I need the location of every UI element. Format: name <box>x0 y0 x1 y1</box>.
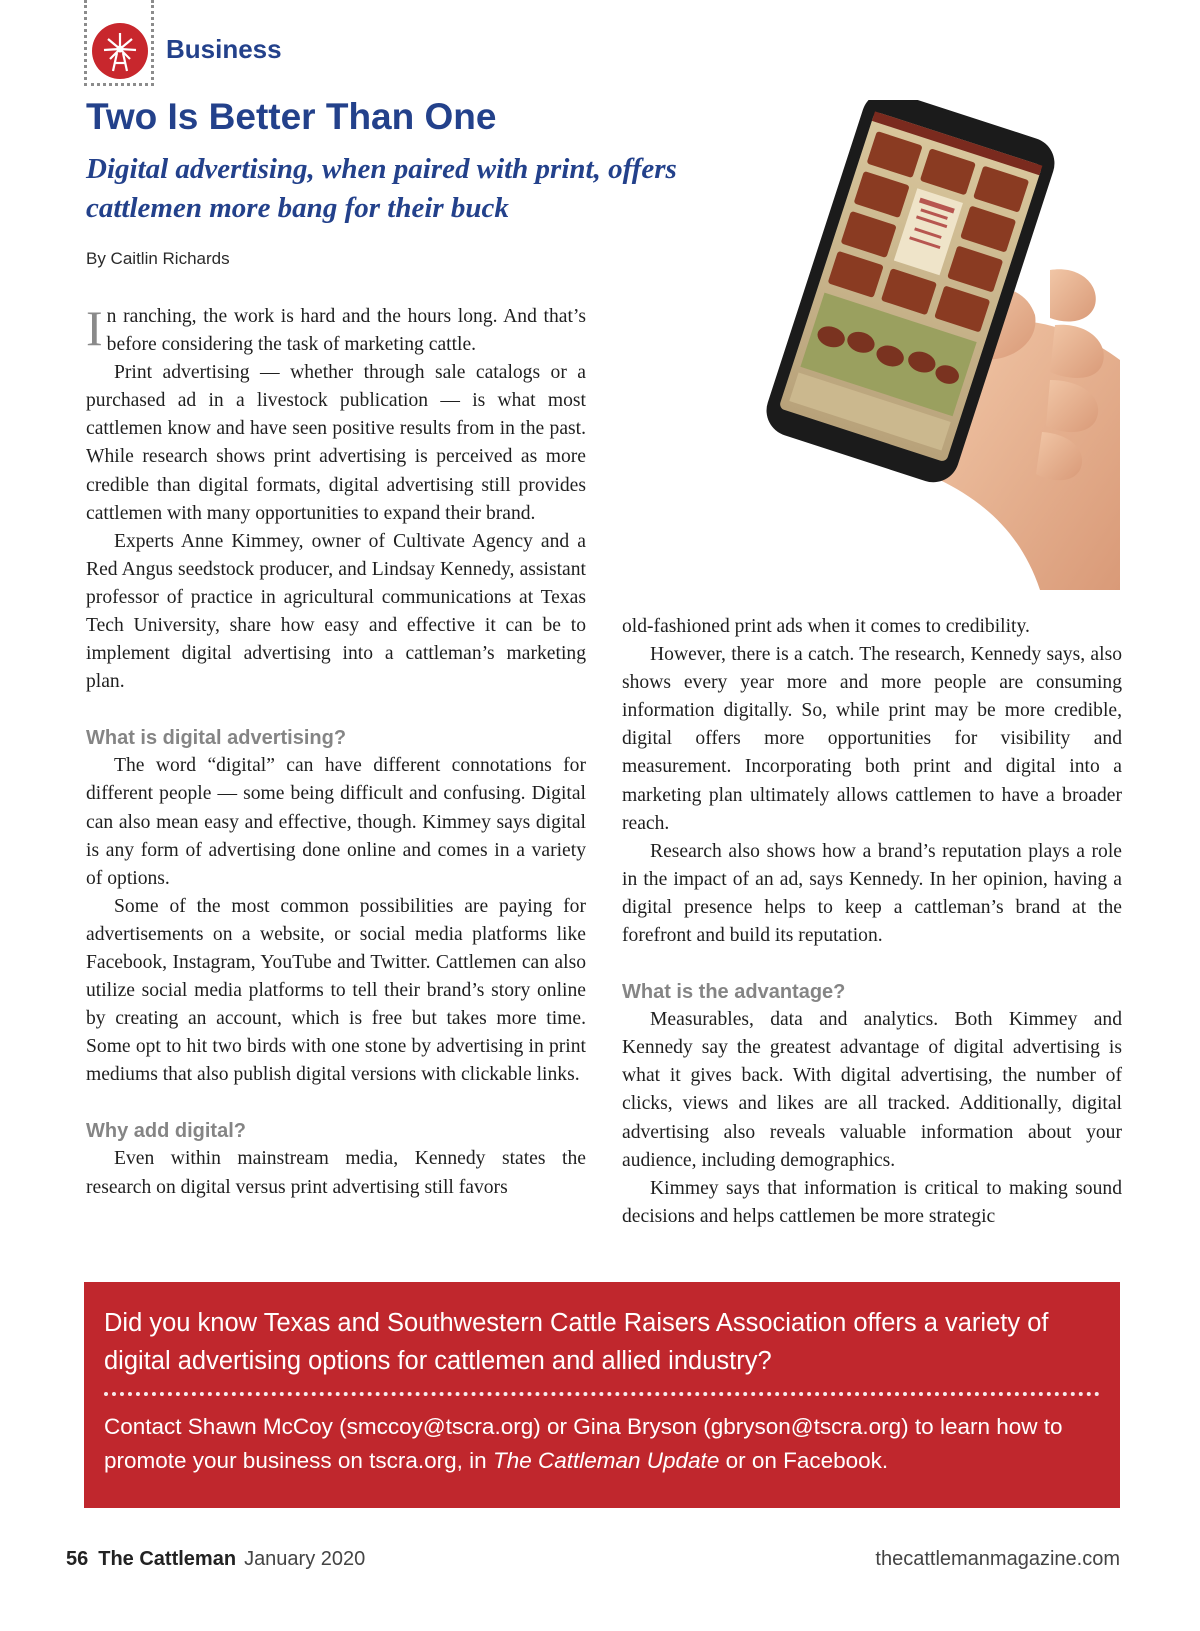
paragraph: Kimmey says that information is critical to making sound decisions and helps cattlemen be more strategic <box>622 1177 1122 1227</box>
subheading: Why add digital? <box>86 1120 246 1143</box>
paragraph: Even within mainstream media, Kennedy states the research on digital versus print advertising still favors <box>86 1148 586 1198</box>
drop-cap: I <box>86 300 103 356</box>
page-footer <box>66 1548 1120 1571</box>
paragraph: Research also shows how a brand’s reputation plays a role in the impact of an ad, says Kennedy. In her opinion, having a digital presence helps to keep a cattleman’s brand at the forefront and build its reputation. <box>622 840 1122 947</box>
subheading: What is digital advertising? <box>86 727 347 750</box>
page-number: 56 <box>66 1548 89 1570</box>
callout-question: Did you know Texas and Southwestern Cattle Raisers Association offers a variety of digital advertising options for cattlemen and allied industry? <box>104 1309 1049 1375</box>
paragraph: Print advertising — whether through sale catalogs or a purchased ad in a livestock publication — is what most cattlemen know and have seen positive results from in the past. While research shows print advertising is perceived as more credible than digital formats, digital advertising still provides cattlemen with many opportunities to expand their brand. <box>86 362 586 524</box>
hand-holding-phone-photo <box>750 100 1120 590</box>
paragraph: Experts Anne Kimmey, owner of Cultivate Agency and a Red Angus seedstock producer, and Lindsay Kennedy, assistant professor of practice in agricultural communications at Texas Tech University, share how easy and effective it can be to implement digital advertising into a cattleman’s marketing plan. <box>86 530 586 693</box>
website-url: thecattlemanmagazine.com <box>875 1548 1120 1570</box>
callout-contact-end: or on Facebook. <box>719 1448 889 1473</box>
paragraph <box>86 300 586 359</box>
section-name: Business <box>166 34 282 64</box>
issue-date: January 2020 <box>244 1548 366 1570</box>
article-column-left <box>86 300 586 1202</box>
promo-callout-box <box>84 1282 1120 1508</box>
paragraph-text: n ranching, the work is hard and the hours long. And that’s before considering the task of marketing cattle. <box>106 306 586 356</box>
windmill-icon <box>92 23 148 79</box>
magazine-name: The Cattleman <box>98 1548 237 1570</box>
byline: By Caitlin Richards <box>86 249 230 268</box>
paragraph: old-fashioned print ads when it comes to credibility. <box>622 616 1030 637</box>
paragraph: However, there is a catch. The research, Kennedy says, also shows every year more and more people are consuming information digitally. So, while print may be more credible, digital offers more opportunities for visibility and measurement. Incorporating both print and digital into a marketing plan ultimately allows cattlemen to have a broader reach. <box>622 644 1122 834</box>
article-title: Two Is Better Than One <box>86 96 497 137</box>
callout-contact <box>104 1410 1100 1478</box>
callout-contact-text: Contact Shawn McCoy (smccoy@tscra.org) or Gina Bryson (gbryson@tscra.org) to learn how to promote your business on tscra.org, in <box>104 1414 1063 1473</box>
paragraph: Measurables, data and analytics. Both Kimmey and Kennedy say the greatest advantage of digital advertising is what it gives back. With digital advertising, the number of clicks, views and likes are all tracked. Additionally, digital advertising also reveals valuable information about your audience, including demographics. <box>622 1009 1122 1171</box>
paragraph: The word “digital” can have different connotations for different people — some being difficult and confusing. Digital can also mean easy and effective, though. Kimmey says digital is any form of advertising done online and comes in a variety of options. <box>86 755 586 889</box>
dotted-divider <box>104 1392 1100 1396</box>
publication-name: The Cattleman Update <box>492 1448 720 1473</box>
article-subtitle: Digital advertising, when paired with print, offers cattlemen more bang for their buck <box>86 153 677 224</box>
article-column-right <box>622 613 1122 1231</box>
paragraph: Some of the most common possibilities are paying for advertisements on a website, or social media platforms like Facebook, Instagram, YouTube and Twitter. Cattlemen can also utilize social media platforms to tell their brand’s story online by creating an account, which is free but takes more time. Some opt to hit two birds with one stone by advertising in print mediums that also publish digital versions with clickable links. <box>86 895 586 1086</box>
subheading: What is the advantage? <box>622 981 846 1004</box>
